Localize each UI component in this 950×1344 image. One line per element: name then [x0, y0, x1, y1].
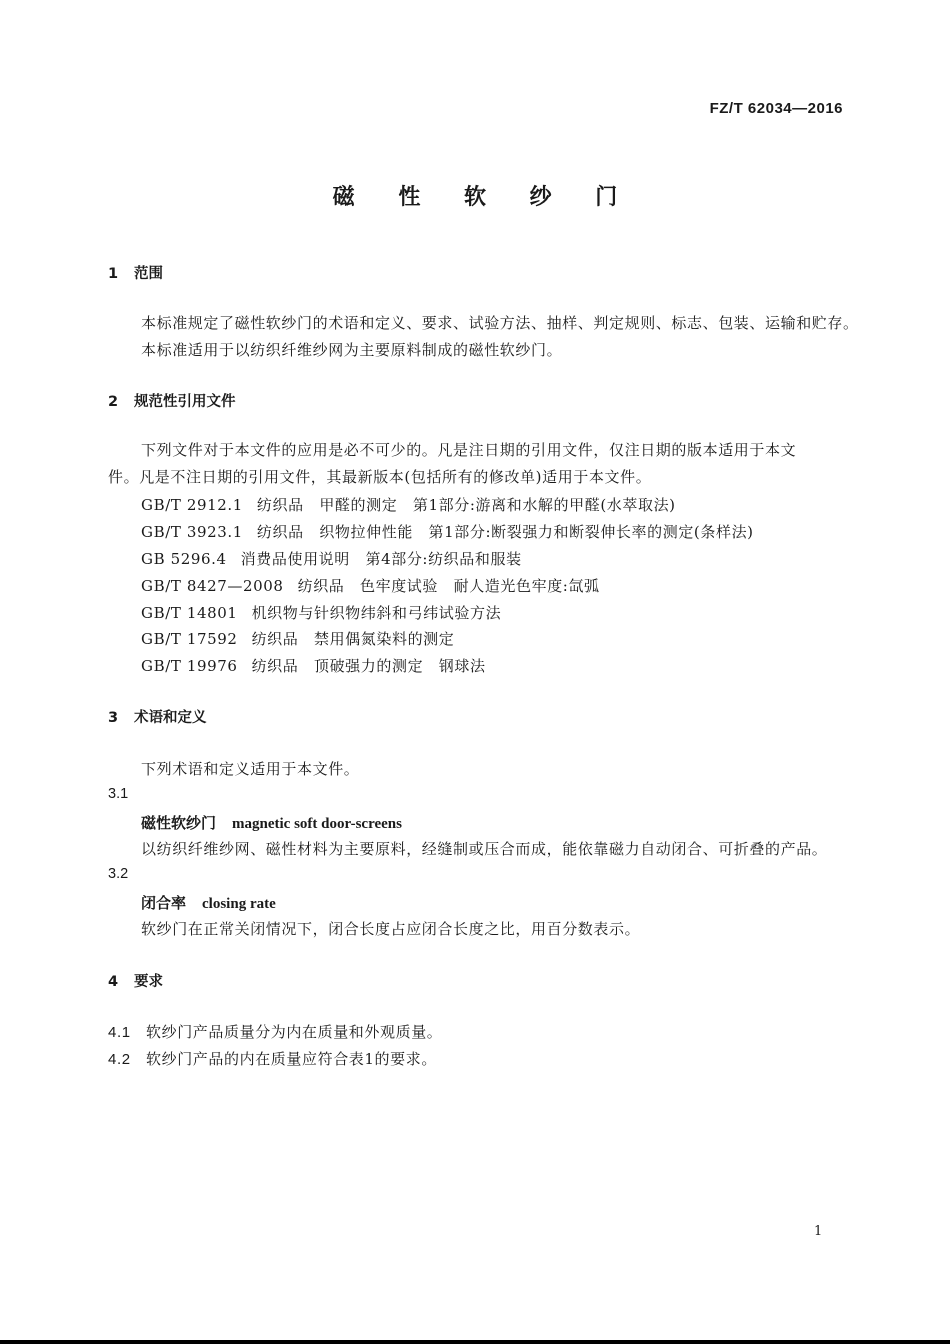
- term-definition: 软纱门在正常关闭情况下，闭合长度占应闭合长度之比，用百分数表示。: [141, 920, 641, 938]
- section-number: 3: [108, 710, 119, 726]
- bottom-border: [0, 1340, 950, 1344]
- reference-item: [141, 655, 486, 676]
- paragraph: 下列术语和定义适用于本文件。: [141, 760, 360, 778]
- section-number: 1: [108, 266, 119, 282]
- reference-item: [141, 521, 754, 542]
- term-heading: [141, 892, 276, 913]
- section-1-heading: [108, 262, 163, 283]
- paragraph: 本标准适用于以纺织纤维纱网为主要原料制成的磁性软纱门。: [141, 341, 563, 359]
- section-number: 4: [108, 974, 119, 990]
- section-4-heading: [108, 970, 163, 991]
- reference-title: 纺织品 甲醛的测定 第1部分:游离和水解的甲醛(水萃取法): [256, 496, 676, 514]
- section-2-heading: [108, 390, 236, 411]
- requirement-item: [108, 1048, 437, 1069]
- term-chinese: 磁性软纱门: [141, 814, 217, 832]
- section-title: 要求: [134, 974, 163, 990]
- reference-code: GB/T 8427—2008: [141, 577, 284, 595]
- item-text: 软纱门产品质量分为内在质量和外观质量。: [146, 1023, 443, 1041]
- term-number: 3.1: [108, 786, 129, 802]
- reference-item: [141, 575, 600, 596]
- item-number: 4.2: [108, 1051, 131, 1068]
- reference-title: 纺织品 禁用偶氮染料的测定: [251, 630, 455, 648]
- paragraph: 下列文件对于本文件的应用是必不可少的。凡是注日期的引用文件，仅注日期的版本适用于本文件。凡是不注日期的引用文件，其最新版本(包括所有的修改单)适用于本文件。: [108, 441, 797, 486]
- reference-item: [141, 628, 454, 649]
- item-text: 软纱门产品的内在质量应符合表1的要求。: [146, 1050, 437, 1068]
- reference-title: 纺织品 色牢度试验 耐人造光色牢度:氙弧: [297, 577, 600, 595]
- page-number: 1: [814, 1224, 823, 1239]
- section-3-heading: [108, 706, 207, 727]
- item-number: 4.1: [108, 1024, 131, 1041]
- term-english: closing rate: [202, 896, 276, 912]
- term-number: 3.2: [108, 866, 129, 882]
- term-heading: [141, 812, 402, 833]
- reference-item: [141, 548, 522, 569]
- reference-code: GB/T 14801: [141, 604, 238, 622]
- section-title: 规范性引用文件: [134, 394, 236, 410]
- term-definition: 以纺织纤维纱网、磁性材料为主要原料，经缝制或压合而成，能依靠磁力自动闭合、可折叠的产品。: [141, 840, 828, 858]
- reference-title: 纺织品 织物拉伸性能 第1部分:断裂强力和断裂伸长率的测定(条样法): [256, 523, 754, 541]
- reference-code: GB/T 2912.1: [141, 496, 243, 514]
- standard-code: FZ/T 62034—2016: [709, 100, 843, 117]
- reference-code: GB 5296.4: [141, 550, 227, 568]
- term-english: magnetic soft door-screens: [232, 816, 402, 832]
- reference-item: [141, 494, 676, 515]
- reference-item: [141, 602, 501, 623]
- document-title: 磁 性 软 纱 门: [332, 185, 636, 210]
- term-chinese: 闭合率: [141, 894, 187, 912]
- section-title: 范围: [134, 266, 163, 282]
- reference-title: 机织物与针织物纬斜和弓纬试验方法: [251, 604, 502, 622]
- section-number: 2: [108, 394, 119, 410]
- reference-title: 纺织品 顶破强力的测定 钢球法: [251, 657, 486, 675]
- paragraph: 本标准规定了磁性软纱门的术语和定义、要求、试验方法、抽样、判定规则、标志、包装、运输和贮存。: [141, 314, 859, 332]
- reference-code: GB/T 19976: [141, 657, 238, 675]
- section-title: 术语和定义: [134, 710, 207, 726]
- requirement-item: [108, 1021, 442, 1042]
- reference-title: 消费品使用说明 第4部分:纺织品和服装: [240, 550, 522, 568]
- reference-code: GB/T 3923.1: [141, 523, 243, 541]
- reference-code: GB/T 17592: [141, 630, 238, 648]
